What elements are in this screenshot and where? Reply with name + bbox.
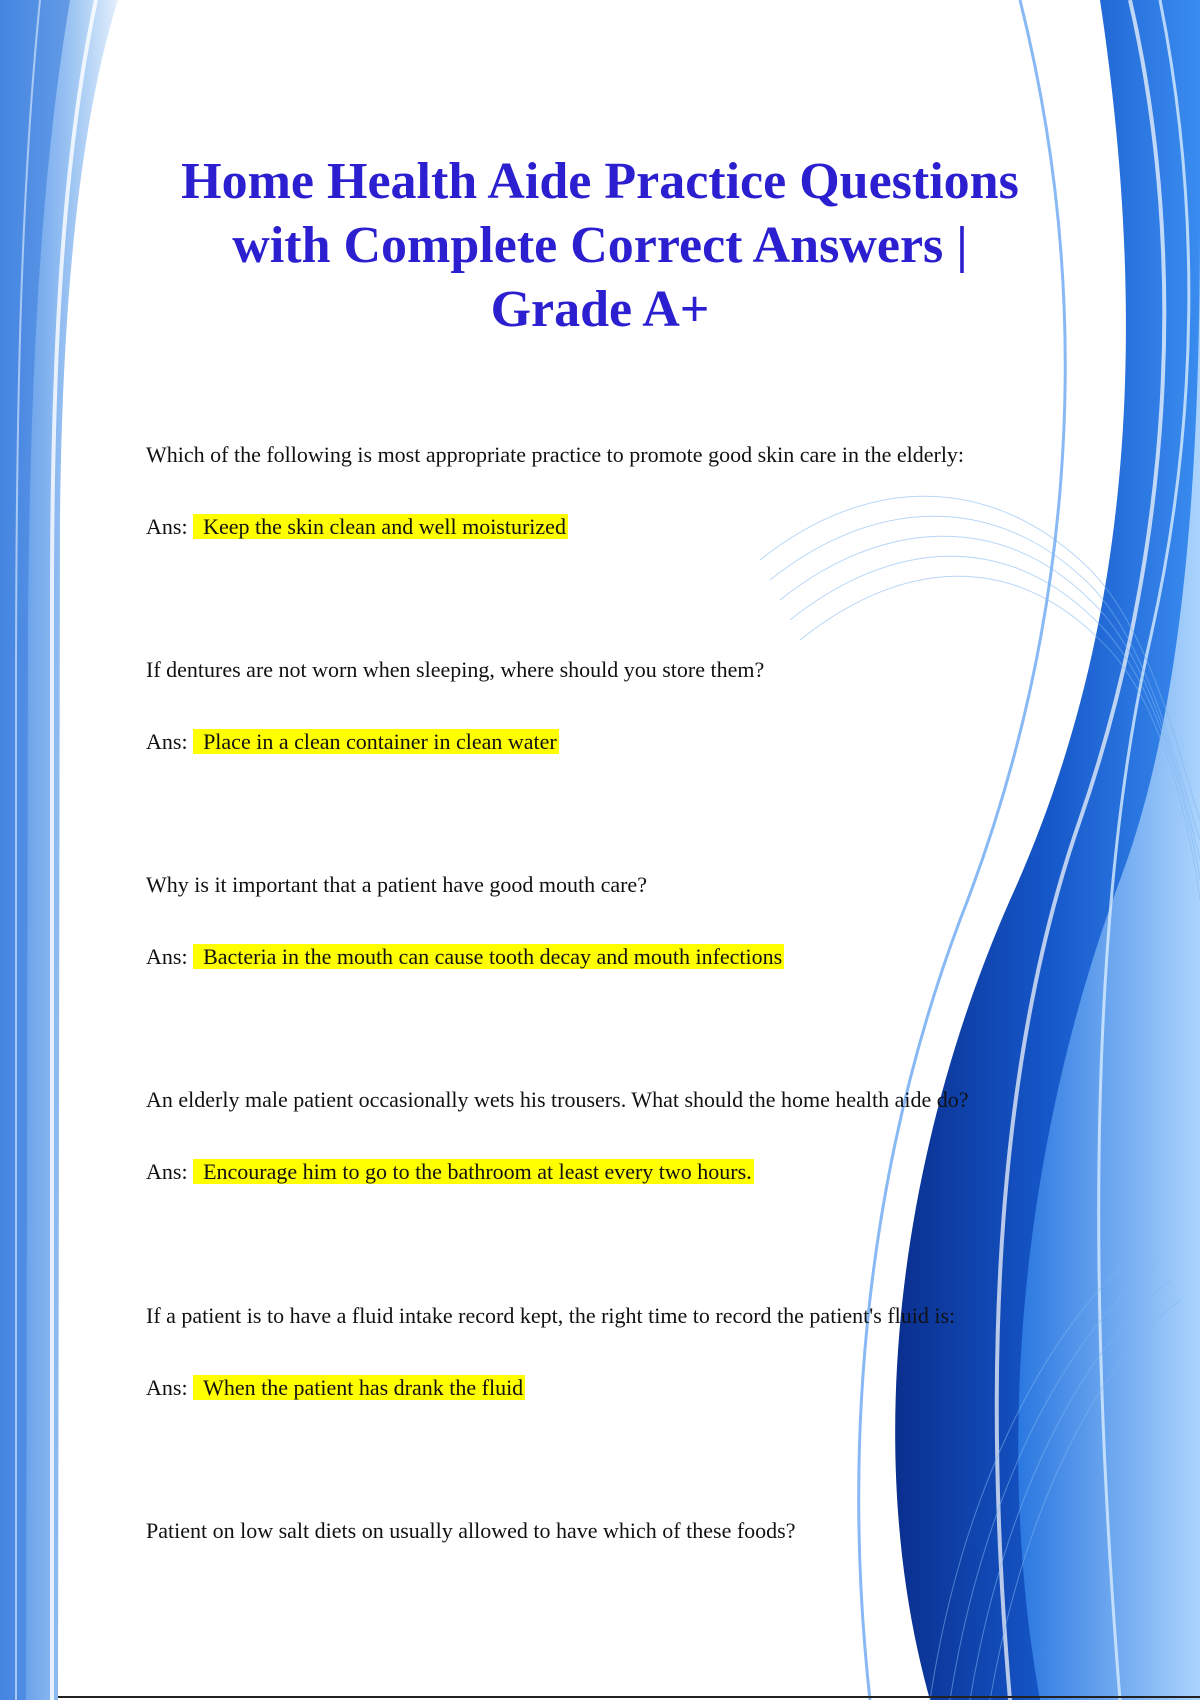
- answer-line: [146, 1158, 1106, 1186]
- answer-line: [146, 1374, 1106, 1402]
- qa-item: [146, 1086, 1106, 1186]
- answer-line: [146, 513, 1106, 541]
- qa-item: [146, 871, 1106, 971]
- title-line-3: Grade A+: [490, 281, 710, 338]
- answer-line: [146, 728, 1106, 756]
- page-bottom-rule: [58, 1696, 1200, 1698]
- answer-highlight: Keep the skin clean and well moisturized: [193, 514, 568, 539]
- question-text: Why is it important that a patient have good mouth care?: [146, 872, 647, 897]
- question-text: If a patient is to have a fluid intake record kept, the right time to record the patient's fluid is:: [146, 1303, 956, 1328]
- qa-item: [146, 656, 1106, 756]
- answer-prefix: Ans:: [146, 944, 188, 969]
- answer-prefix: Ans:: [146, 514, 188, 539]
- answer-highlight: Encourage him to go to the bathroom at least every two hours.: [193, 1159, 754, 1184]
- qa-item: [146, 1517, 1106, 1545]
- question-text: Which of the following is most appropriate practice to promote good skin care in the elderly:: [146, 442, 965, 467]
- answer-prefix: Ans:: [146, 1375, 188, 1400]
- title-line-1: Home Health Aide Practice Questions: [181, 153, 1019, 210]
- answer-prefix: Ans:: [146, 729, 188, 754]
- question-text: An elderly male patient occasionally wets his trousers. What should the home health aide do?: [146, 1087, 969, 1112]
- qa-item: [146, 1302, 1106, 1402]
- title-line-2: with Complete Correct Answers |: [232, 217, 968, 274]
- answer-highlight: Place in a clean container in clean water: [193, 729, 559, 754]
- qa-item: [146, 441, 1106, 541]
- answer-highlight: Bacteria in the mouth can cause tooth decay and mouth infections: [193, 944, 784, 969]
- question-text: If dentures are not worn when sleeping, where should you store them?: [146, 657, 765, 682]
- answer-line: [146, 943, 1106, 971]
- question-text: Patient on low salt diets on usually allowed to have which of these foods?: [146, 1518, 796, 1543]
- document-title: [130, 150, 1070, 342]
- answer-prefix: Ans:: [146, 1159, 188, 1184]
- answer-highlight: When the patient has drank the fluid: [193, 1375, 525, 1400]
